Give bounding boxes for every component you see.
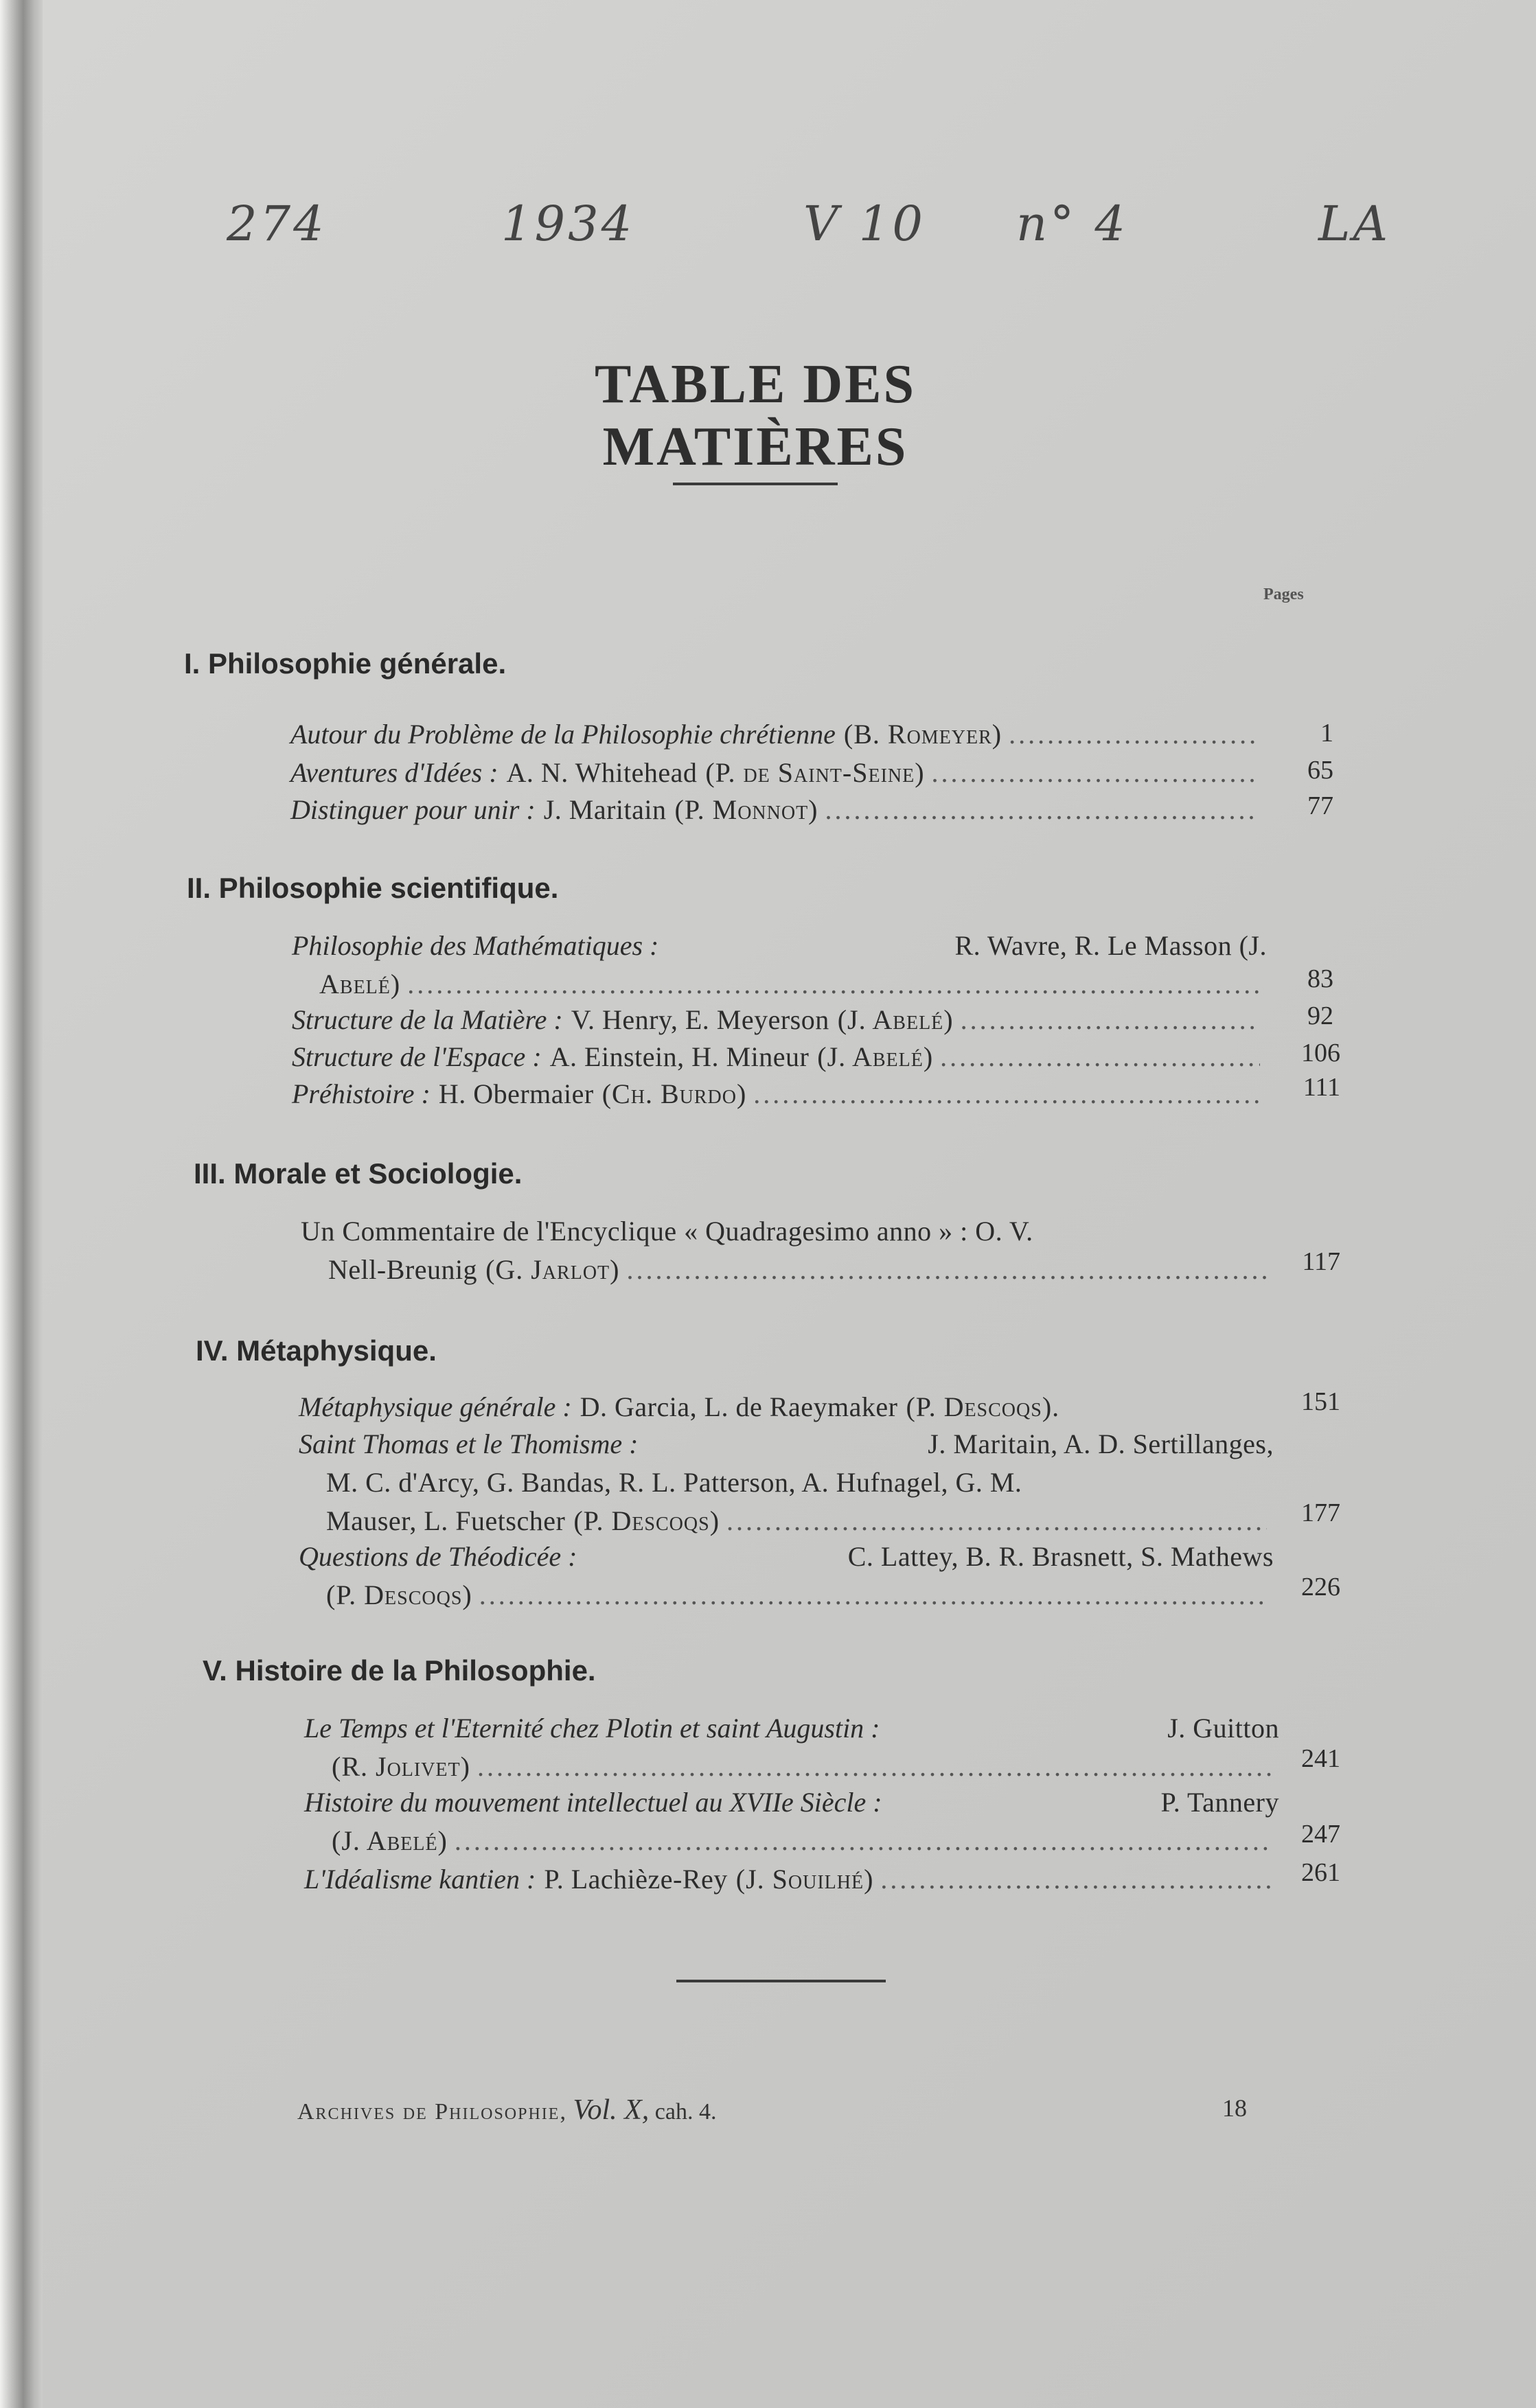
- entry-work-title: Questions de Théodicée :: [299, 1541, 577, 1572]
- entry-author-continued: Mauser, L. Fuetscher: [326, 1505, 566, 1536]
- toc-entry[interactable]: [292, 1075, 1267, 1113]
- handwritten-note-5: LA: [1318, 196, 1391, 252]
- entry-author-continued: M. C. d'Arcy, G. Bandas, R. L. Patterson, A. Hufnagel, G. M.: [326, 1467, 1022, 1498]
- entry-work-title: Philosophie des Mathématiques :: [292, 930, 659, 961]
- entry-author: P. Tannery: [1160, 1787, 1279, 1818]
- leader-dots: [1009, 715, 1259, 754]
- toc-entry[interactable]: [304, 1783, 1279, 1860]
- entry-work-title: Aventures d'Idées :: [290, 757, 498, 788]
- entry-work-title: Préhistoire :: [292, 1078, 431, 1109]
- entry-reviewer: (J. Souilhé): [735, 1864, 874, 1895]
- handwritten-note-4: n° 4: [1016, 196, 1128, 252]
- leader-dots: [825, 791, 1259, 829]
- entry-author: D. Garcia, L. de Raeymaker: [580, 1391, 898, 1422]
- entry-work-title: Métaphysique générale :: [299, 1391, 572, 1422]
- closing-divider: [676, 1980, 886, 1982]
- toc-entry[interactable]: [299, 1538, 1274, 1614]
- entry-work-title: Autour du Problème de la Philosophie chrétienne: [290, 719, 836, 750]
- entry-work-title: Distinguer pour unir :: [290, 794, 536, 825]
- toc-entry[interactable]: [290, 715, 1265, 754]
- entry-work-title: L'Idéalisme kantien :: [304, 1864, 536, 1895]
- toc-entry[interactable]: [290, 754, 1265, 792]
- entry-page-number: 261: [1301, 1858, 1340, 1887]
- footer-journal: Archives de Philosophie,: [297, 2099, 567, 2125]
- entry-page-number: 117: [1302, 1247, 1340, 1276]
- entry-work-title: Histoire du mouvement intellectuel au XVIIe Siècle :: [304, 1787, 882, 1818]
- handwritten-note-1: 274: [227, 196, 327, 252]
- leader-dots: [455, 1822, 1272, 1860]
- leader-dots: [479, 1576, 1267, 1614]
- leader-dots: [932, 754, 1259, 792]
- entry-page-number: 83: [1307, 964, 1333, 993]
- footer-sheet-number: 18: [1222, 2094, 1247, 2122]
- entry-work-title: Le Temps et l'Eternité chez Plotin et saint Augustin :: [304, 1713, 880, 1744]
- entry-author: J. Guitton: [1167, 1713, 1279, 1744]
- entry-page-number: 111: [1303, 1073, 1340, 1102]
- entry-reviewer: (P. Monnot): [674, 794, 818, 825]
- toc-entry[interactable]: [301, 1212, 1276, 1289]
- entry-work-title: Structure de la Matière :: [292, 1004, 563, 1035]
- entry-reviewer: (J. Abelé): [837, 1004, 954, 1035]
- entry-reviewer: (G. Jarlot): [485, 1254, 620, 1285]
- toc-entry[interactable]: [290, 791, 1265, 829]
- binding-edge: [0, 0, 43, 2408]
- leader-dots: [407, 965, 1260, 1004]
- page-title: TABLE DES MATIÈRES: [595, 354, 916, 477]
- entry-reviewer: (J. Abelé): [817, 1041, 934, 1072]
- entry-page-number: 92: [1307, 1002, 1333, 1030]
- handwritten-note-3: V 10: [803, 196, 926, 252]
- entry-reviewer: (P. de Saint-Seine): [705, 757, 925, 788]
- entry-author: C. Lattey, B. R. Brasnett, S. Mathews: [847, 1541, 1274, 1572]
- toc-entry[interactable]: [292, 927, 1267, 1004]
- entry-page-number: 241: [1301, 1744, 1340, 1773]
- toc-entry[interactable]: [292, 1038, 1267, 1076]
- entry-page-number: 1: [1320, 719, 1333, 748]
- entry-author: J. Maritain: [543, 794, 667, 825]
- entry-page-number: 226: [1301, 1573, 1340, 1601]
- section-heading: I. Philosophie générale.: [184, 647, 507, 680]
- leader-dots: [477, 1748, 1272, 1786]
- leader-dots: [880, 1860, 1272, 1899]
- entry-reviewer: (P. Descoqs): [573, 1505, 720, 1536]
- toc-entry[interactable]: [304, 1709, 1279, 1786]
- leader-dots: [626, 1251, 1269, 1289]
- entry-reviewer: (Ch. Burdo): [601, 1078, 747, 1109]
- entry-page-number: 77: [1307, 791, 1333, 820]
- entry-reviewer: Abelé): [319, 969, 401, 999]
- entry-author: H. Obermaier: [438, 1078, 594, 1109]
- toc-entry[interactable]: [304, 1860, 1279, 1899]
- leader-dots: [753, 1075, 1260, 1113]
- entry-page-number: 177: [1301, 1498, 1340, 1527]
- entry-reviewer: (B. Romeyer): [843, 719, 1002, 750]
- entry-reviewer: (R. Jolivet): [332, 1751, 470, 1782]
- handwritten-note-2: 1934: [501, 196, 635, 252]
- entry-author: Un Commentaire de l'Encyclique « Quadragesimo anno » : O. V.: [301, 1216, 1033, 1247]
- entry-page-number: 106: [1301, 1039, 1340, 1067]
- entry-author: R. Wavre, R. Le Masson (J.: [954, 930, 1267, 961]
- section-heading: III. Morale et Sociologie.: [194, 1157, 523, 1190]
- entry-reviewer: (J. Abelé): [332, 1825, 448, 1856]
- toc-entry[interactable]: [299, 1388, 1274, 1426]
- entry-page-number: 247: [1301, 1820, 1340, 1849]
- leader-dots: [726, 1502, 1267, 1540]
- entry-page-number: 151: [1301, 1387, 1340, 1416]
- toc-entry[interactable]: [292, 1001, 1267, 1039]
- toc-entry[interactable]: [299, 1425, 1274, 1540]
- entry-reviewer: (P. Descoqs).: [906, 1391, 1060, 1422]
- section-heading: II. Philosophie scientifique.: [187, 872, 559, 904]
- footer-volume: Vol. X,: [573, 2094, 650, 2126]
- title-divider: [673, 483, 838, 485]
- entry-author: A. N. Whitehead: [506, 757, 698, 788]
- section-heading: V. Histoire de la Philosophie.: [203, 1654, 596, 1687]
- entry-reviewer: (P. Descoqs): [326, 1579, 472, 1610]
- page-footer: [297, 2094, 716, 2127]
- entry-author: V. Henry, E. Meyerson: [571, 1004, 829, 1035]
- entry-author-continued: Nell-Breunig: [328, 1254, 478, 1285]
- section-heading: IV. Métaphysique.: [196, 1334, 437, 1367]
- entry-page-number: 65: [1307, 756, 1333, 785]
- footer-issue: cah. 4.: [654, 2099, 717, 2125]
- leader-dots: [940, 1038, 1260, 1076]
- entry-work-title: Saint Thomas et le Thomisme :: [299, 1428, 639, 1459]
- entry-author: P. Lachièze-Rey: [544, 1864, 728, 1895]
- entry-author: J. Maritain, A. D. Sertillanges,: [928, 1428, 1274, 1459]
- entry-author: A. Einstein, H. Mineur: [549, 1041, 810, 1072]
- leader-dots: [961, 1001, 1260, 1039]
- entry-work-title: Structure de l'Espace :: [292, 1041, 542, 1072]
- pages-column-label: Pages: [1263, 586, 1304, 603]
